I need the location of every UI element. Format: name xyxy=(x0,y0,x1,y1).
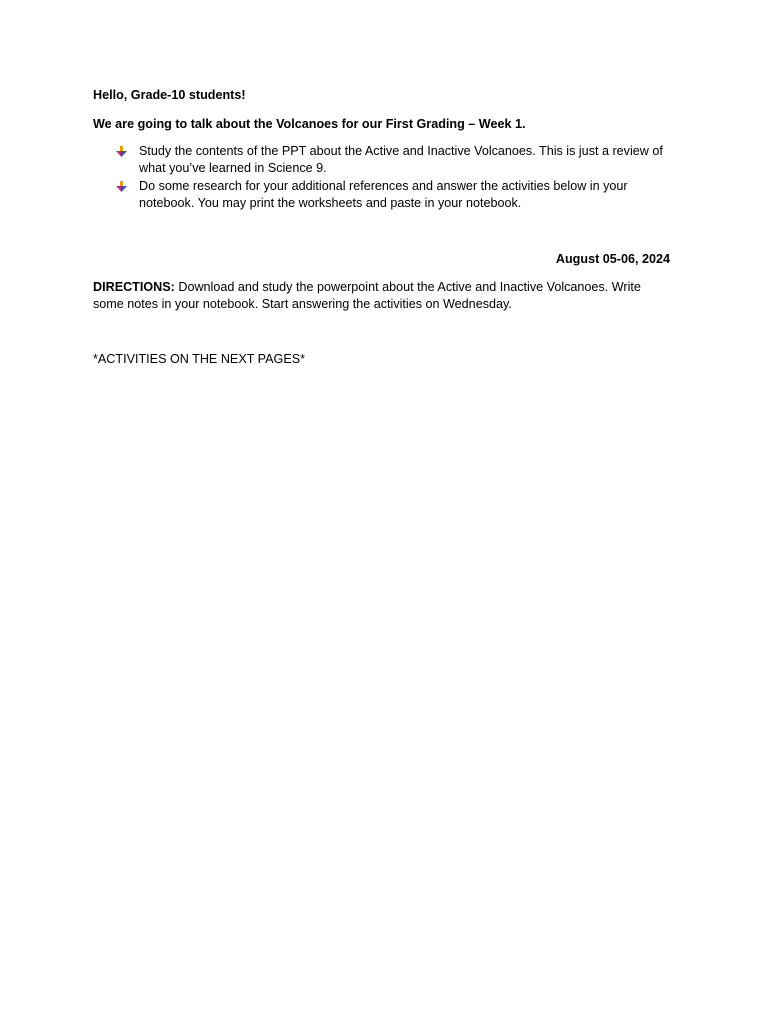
topic-line: We are going to talk about the Volcanoes for our First Grading – Week 1. xyxy=(93,117,526,131)
instruction-list xyxy=(93,143,673,212)
list-item xyxy=(93,178,673,212)
document-body xyxy=(93,87,673,368)
list-item xyxy=(93,143,673,177)
directions-text: Download and study the powerpoint about the Active and Inactive Volcanoes. Write some notes in your notebook. Start answering the activities on Wednesday. xyxy=(93,280,641,311)
activities-note: *ACTIVITIES ON THE NEXT PAGES* xyxy=(93,352,306,366)
list-item-text: Study the contents of the PPT about the Active and Inactive Volcanoes. This is just a review of what you’ve learned in Science 9. xyxy=(139,144,663,175)
directions-paragraph xyxy=(93,279,673,313)
arrow-down-bullet-icon xyxy=(116,146,127,157)
list-item-text: Do some research for your additional references and answer the activities below in your notebook. You may print the worksheets and paste in your notebook. xyxy=(139,179,628,210)
date-line: August 05-06, 2024 xyxy=(555,252,670,266)
directions-label: DIRECTIONS: xyxy=(93,280,175,294)
greeting-line: Hello, Grade-10 students! xyxy=(93,88,246,102)
arrow-down-bullet-icon xyxy=(116,181,127,192)
